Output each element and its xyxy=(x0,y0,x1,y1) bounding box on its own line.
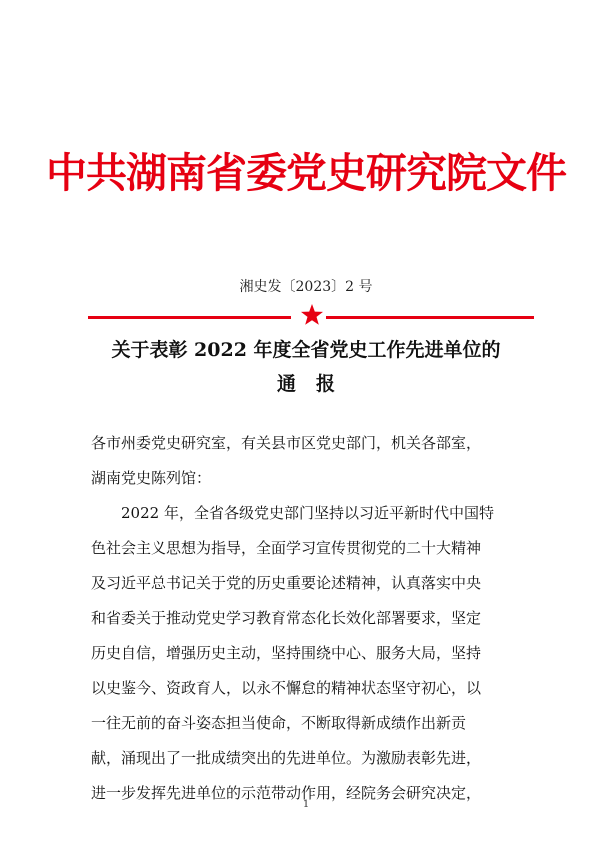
body-line: 进一步发挥先进单位的示范带动作用，经院务会研究决定， xyxy=(91,784,482,802)
body-line: 历史自信，增强历史主动，坚持围绕中心、服务大局，坚持 xyxy=(91,644,482,662)
body-line: 以史鉴今、资政育人，以永不懈怠的精神状态坚守初心，以 xyxy=(91,679,482,697)
notice-title-line-1: 关于表彰 2022 年度全省党史工作先进单位的 xyxy=(111,339,501,361)
red-star-icon xyxy=(300,303,324,327)
body-line: 色社会主义思想为指导，全面学习宣传贯彻党的二十大精神 xyxy=(91,539,482,557)
document-header-title: 中共湖南省委党史研究院文件 xyxy=(46,149,566,197)
body-line: 及习近平总书记关于党的历史重要论述精神，认真落实中央 xyxy=(91,574,482,592)
body-line: 湖南党史陈列馆： xyxy=(91,469,212,487)
body-line: 和省委关于推动党史学习教育常态化长效化部署要求，坚定 xyxy=(91,609,482,627)
body-line: 一往无前的奋斗姿态担当使命，不断取得新成绩作出新贡 xyxy=(91,714,467,732)
body-line: 各市州委党史研究室，有关县市区党史部门，机关各部室， xyxy=(91,434,482,452)
red-divider-right xyxy=(326,316,534,319)
body-line: 2022 年，全省各级党史部门坚持以习近平新时代中国特 xyxy=(91,504,494,522)
notice-title-line-2: 通报 xyxy=(276,373,355,395)
page-number: 1 xyxy=(302,799,310,810)
body-line: 献，涌现出了一批成绩突出的先进单位。为激励表彰先进， xyxy=(91,749,482,767)
document-number: 湘史发〔2023〕2 号 xyxy=(239,279,373,295)
red-divider-left xyxy=(88,316,291,319)
